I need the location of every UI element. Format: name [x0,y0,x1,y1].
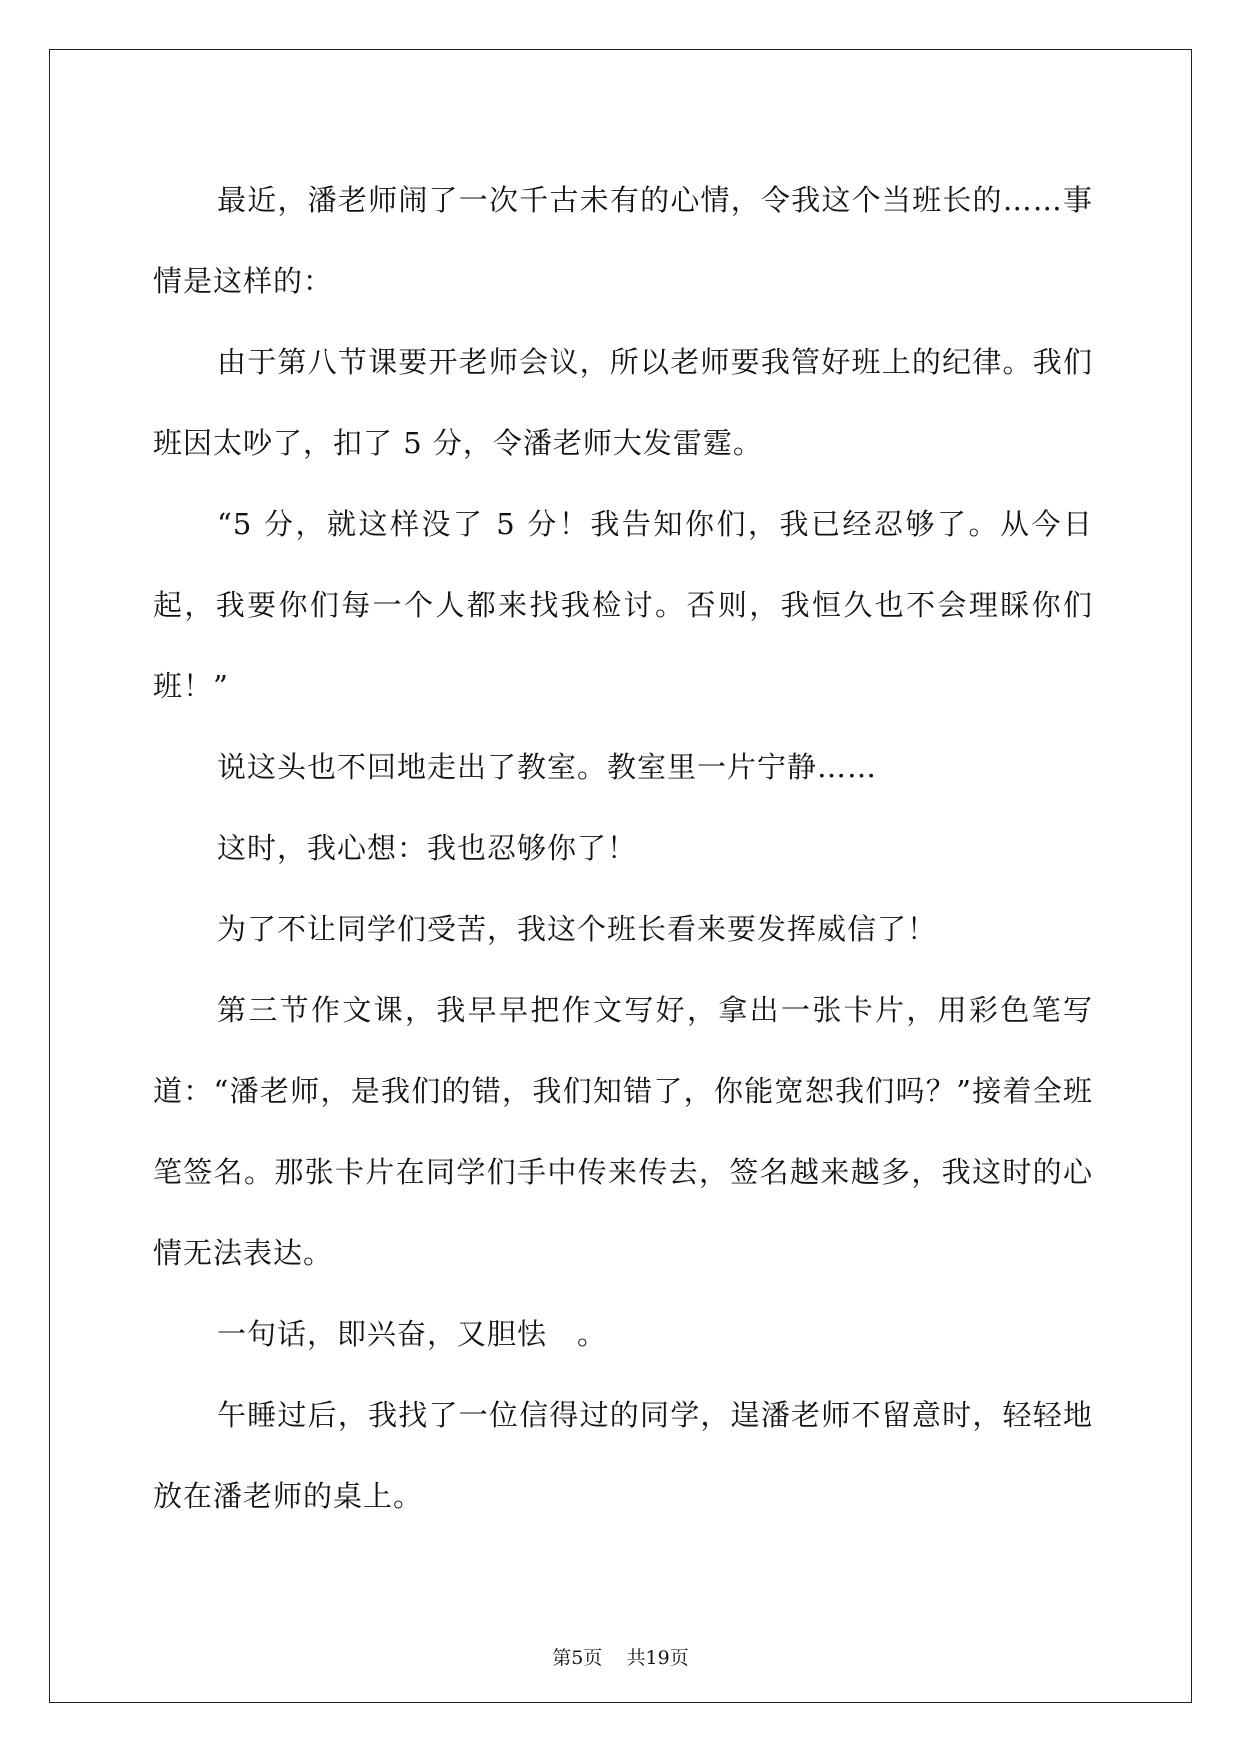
page-number: 第5页 [552,1647,603,1669]
paragraph: 由于第八节课要开老师会议，所以老师要我管好班上的纪律。我们班因太吵了，扣了 5 分，令潘老师大发雷霆。 [153,345,1093,460]
document-body [153,160,1093,1537]
paragraph: 一句话，即兴奋，又胆怯 。 [217,1317,608,1351]
paragraph: 说这头也不回地走出了教室。教室里一片宁静…… [217,750,878,784]
footer-gap [602,1647,626,1669]
page-footer [0,1643,1241,1670]
page-total: 共19页 [626,1647,689,1669]
paragraph: “5 分，就这样没了 5 分！我告知你们，我已经忍够了。从今日起，我要你们每一个人都来找我检讨。否则，我恒久也不会理睬你们班！” [153,507,1093,703]
paragraph: 第三节作文课，我早早把作文写好，拿出一张卡片，用彩色笔写道：“潘老师，是我们的错，我们知错了，你能宽恕我们吗？”接着全班笔签名。那张卡片在同学们手中传来传去，签名越来越多，我这时的心情无法表达。 [153,993,1093,1270]
paragraph: 最近，潘老师闹了一次千古未有的心情，令我这个当班长的……事情是这样的： [153,183,1093,298]
paragraph: 午睡过后，我找了一位信得过的同学，逞潘老师不留意时，轻轻地放在潘老师的桌上。 [153,1398,1093,1513]
paragraph: 这时，我心想：我也忍够你了！ [217,831,638,865]
paragraph: 为了不让同学们受苦，我这个班长看来要发挥威信了！ [217,912,938,946]
